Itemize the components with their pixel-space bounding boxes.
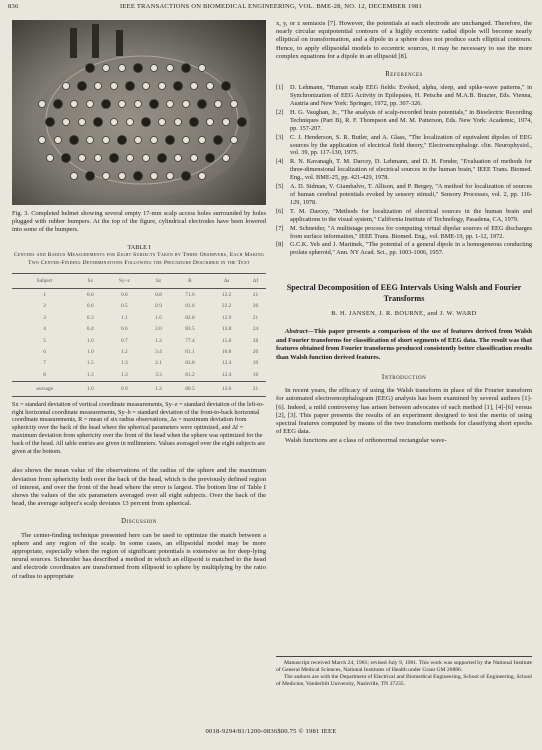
helmet-hole [95,83,102,90]
helmet-hole [167,173,174,180]
table-cell: 21 [245,381,266,396]
helmet-hole [223,119,230,126]
helmet-hole [207,119,214,126]
table-cell: 1 [43,291,46,298]
running-header [8,3,534,13]
helmet-hole [199,65,206,72]
table-note: Sx = standard deviation of vertical coordinate measurements, Sy–z = standard deviation of the left-to-right horizontal coordinate measurements, Sy–b = standard deviation of the front-to-back horizontal coordinate measurements, R = mean of six radius observations, Δs = maximum deviation from sphericity over the back of the head where the spherical parameters were optimized, and Δf = maximum deviation from sphericity over the front of the head when the sphere was optimized for the back of the head. All table entries are given in millimeters. Values averaged over the eight subjects are given at the bottom. [12,400,265,455]
helmet-hole [199,173,206,180]
helmet-hole [78,82,87,91]
col-header: Sz [145,274,171,289]
helmet-hole [39,101,46,108]
body-paragraph: Walsh functions are a class of orthonormal rectangular wave- [285,436,447,444]
helmet-photo [12,20,266,205]
table-cell: 0.3 [86,314,94,321]
table-cell: 77.4 [185,337,195,344]
helmet-hole [86,172,95,181]
reference-number: [2] [276,108,284,116]
helmet-hole [159,119,166,126]
helmet-hole [135,137,142,144]
helmet-hole [191,155,198,162]
reference-item [276,225,532,241]
helmet-hole [174,82,183,91]
helmet-hole [119,65,126,72]
helmet-hole [143,83,150,90]
helmet-hole [238,118,247,127]
table-cell: 0.6 [121,326,128,333]
helmet-hole [63,119,70,126]
table-cell: 0.6 [86,303,94,310]
reference-text: C. J. Henderson, S. R. Butler, and A. Glass, "The localization of equivalent dipoles of EEG sources by the application of electrical field theory," Electroencephalogr. clin. Neurophysiol., vol. 39, pp. 117-130, 1975. [290,133,532,157]
table-cell: 13.8 [221,326,232,333]
table-cell: 1.3 [121,371,128,378]
table-cell: 1.0 [86,348,94,355]
table-row [12,346,266,357]
helmet-hole [87,137,94,144]
figure-caption: Fig. 3. Completed helmet showing several empty 17-mm scalp access holes surrounded by holes plugged with rubber bumpers. At the top of the figure, cylindrical electrodes have been lowered into some of the bumpers. [12,210,266,233]
helmet-hole [103,173,110,180]
col-header: Sx [77,274,103,289]
helmet-hole [62,154,71,163]
helmet-hole [190,118,199,127]
helmet-hole [79,155,86,162]
helmet-hole [199,137,206,144]
table-cell: 5 [43,337,46,344]
table-cell: 0.5 [121,303,128,310]
reference-number: [8] [276,241,284,249]
helmet-hole [46,118,55,127]
helmet-hole [151,173,158,180]
table-cell: 0.6 [121,291,128,298]
reference-item [276,208,532,224]
helmet-hole [158,154,167,163]
helmet-hole [182,64,191,73]
reference-text: H. G. Vaughan, Jr., "The analysis of scalp-recorded brain potentials," in Bioelectric Recording Techniques (Part B), R. F. Thompson and M. M. Patterson, Eds. New York: Academic, 1974, pp. 157-207. [290,108,532,132]
table-cell: 3.4 [155,348,162,355]
helmet-hole [79,119,86,126]
right-column [276,20,532,445]
reference-number: [1] [276,84,284,92]
helmet-hole [70,136,79,145]
references-heading: References [385,71,423,79]
helmet-hole [39,137,46,144]
table-cell: 2.0 [155,326,162,333]
table-cell: 15.8 [221,337,232,344]
table-cell: 3.3 [155,371,162,378]
table-cell: 1.2 [121,348,128,355]
helmet-hole [87,101,94,108]
table-cell: 12.4 [221,360,232,367]
table-cell: 12.2 [221,291,232,298]
helmet-hole [167,65,174,72]
table-cell: 1.6 [155,314,162,321]
helmet-hole [183,137,190,144]
page-number: 836 [8,3,19,10]
table-average-row [12,381,266,396]
table-cell: 6 [43,348,46,355]
helmet-hole [215,101,222,108]
table-cell: 22.2 [221,303,232,310]
table-row [12,301,266,312]
reference-number: [3] [276,133,284,141]
helmet-hole [150,100,159,109]
reference-item [276,109,532,133]
reference-item [276,241,532,257]
helmet-hole [198,100,207,109]
reference-number: [7] [276,224,284,232]
measurements-table [12,273,266,397]
body-paragraph: In recent years, the efficacy of using the Walsh transform in place of the Fourier transform for automated electroencephalogram (EEG) analysis has been examined by several authors [1]-[6]. Indeed, a mild controversy has arisen between advocates of each method [1], [4]-[6] versus [2], [3]. This paper presents the results of an experiment designed to test the merits of using spectral features computed by means of the two transform methods for classifying short epochs of EEG data. [276,387,532,436]
table-header-row [12,274,266,289]
article-authors: B. H. JANSEN, J. R. BOURNE, and J. W. WARD [331,310,477,318]
helmet-hole [71,101,78,108]
table-cell: 81.6 [185,303,195,310]
helmet-hole [127,119,134,126]
helmet-hole [94,118,103,127]
helmet-hole [182,172,191,181]
left-column [12,20,266,581]
helmet-hole [103,65,110,72]
helmet-hole [231,101,238,108]
table-row [12,358,266,369]
table-row [12,335,266,346]
table-cell: 20 [252,348,259,355]
helmet-hole [167,101,174,108]
helmet-hole [54,100,63,109]
helmet-hole [151,137,158,144]
reference-text: A. D. Sidman, V. Giambalvo, T. Allison, and P. Bergey, "A method for localization of sources of human cerebral potentials evoked by sensory stimuli," Sensory Processes, vol. 2, pp. 116-129, 1978. [290,183,532,206]
reference-item [276,84,532,108]
table-cell: 7 [43,360,46,367]
body-paragraph: also shows the mean value of the observations of the radius of the sphere and the maximum deviation from sphericity both over the back of the head, which is the previously defined region of interest, and over the front of the head where the error is largest. The bottom line of Table I shows the values of the six parameters averaged over all eight subjects. Over the back of the head, the average subject's scalp deviates 13 percent from spherical. [12,467,266,508]
reference-item [276,134,532,158]
table-cell: 0.9 [103,381,145,396]
helmet-illustration [12,20,266,205]
helmet-hole [143,155,150,162]
reference-item [276,183,532,207]
table-cell: 0.9 [155,303,162,310]
table-cell: 28 [252,337,259,344]
reference-text: R. N. Kavanagh, T. M. Darcey, D. Lehmann, and D. H. Fender, "Evaluation of methods for three-dimensional localization of electrical sources in the human brain," IEEE Trans. Biomed. Eng., vol. BME-25, pp. 421-429, 1978. [290,158,532,182]
table-cell: 1.2 [155,337,162,344]
helmet-hole [111,83,118,90]
helmet-hole [47,155,54,162]
col-header: Sy–z [103,274,145,289]
table-cell: 1.2 [145,381,171,396]
introduction-heading: Introduction [381,374,427,382]
helmet-hole [166,136,175,145]
table-cell: 0.6 [86,291,94,298]
helmet-hole [118,136,127,145]
helmet-hole [55,137,62,144]
body-paragraph: x, y, or z semiaxis [7]. However, the potentials at each electrode are unchanged. Therefore, the nearly circular equipotential contours of a highly eccentric radial dipole will become nearly elliptical on transformation, and a dipole in a sphere does not produce such elliptical contours. Hence, to apply ellipsoidal models to eccentric sources, it may be necessary to use the more complex equations for a dipole in an ellipsoid [8]. [276,20,532,60]
table-cell: 13.6 [208,381,245,396]
reference-text: G.C.K. Yeh and J. Martinek, "The potential of a general dipole in a homogeneous conducting prolate spheroid," Ann. NY Acad. Sci., pp. 1003-1006, 1957. [290,241,532,257]
helmet-hole [206,154,215,163]
helmet-hole [134,64,143,73]
table-cell: 1.3 [86,371,94,378]
helmet-hole [207,83,214,90]
reference-number: [4] [276,158,284,166]
helmet-hole [71,173,78,180]
col-header: Δs [208,274,245,289]
helmet-hole [63,83,70,90]
table-cell: 2.1 [155,360,162,367]
table-cell: 83.8 [185,360,195,367]
helmet-hole [95,155,102,162]
table-cell: 8 [43,371,46,378]
article-title: Spectral Decomposition of EEG Intervals Using Walsh and Fourier Transforms [286,283,522,303]
footnote [276,656,532,688]
table-cell: 10.8 [221,348,232,355]
copyright-footer: 0018-9294/81/1200-0836$00.75 © 1981 IEEE [205,728,337,735]
helmet-hole [86,64,95,73]
table-cell: 4 [43,326,46,333]
helmet-hole [135,101,142,108]
helmet-hole [175,119,182,126]
helmet-hole [159,83,166,90]
helmet-hole [103,137,110,144]
table-number: TABLE I [127,244,151,251]
reference-item [276,158,532,182]
helmet-hole [111,119,118,126]
helmet-hole [110,154,119,163]
table-cell: 1.3 [121,360,128,367]
table-cell: 12.4 [221,371,232,378]
body-paragraph: The center-finding technique presented here can be used to optimize the match between a sphere and any region of the scalp. In some cases, an ellipsoidal model may be more appropriate, especially when the region of significant potentials is extensive as for deep-lying neural sources. Schneider has described a method in which an ellipsoid is matched to the head and electrode coordinates are transformed from ellipsoid to sphere by multiplying by the ratio of radius to appropriate [12,531,266,580]
footnote-affiliation: The authors are with the Department of Electrical and Biomedical Engineering, School of Engineering, School of Medicine, Vanderbilt University, Nashville, TN 37235. [276,674,532,687]
abstract-text: —This paper presents a comparison of the use of features derived from Walsh and Fourier transforms for classification of short segments of EEG data. The result was that features obtained from Fourier transforms produced consistently better classification results than Walsh function derived features. [276,328,532,361]
discussion-heading: Discussion [121,518,157,526]
table-cell: 2 [43,303,46,310]
table-cell: 0.4 [86,326,94,333]
table-row [12,324,266,335]
table-cell: 80.5 [172,381,209,396]
table-row [12,289,266,301]
helmet-hole [151,65,158,72]
table-caption: Centers and Radius Measurements for Eight Subjects Taken by Three Observers, Each Making Two Center-Finding Determinations Following the Procedure Described in the Text [13,252,265,266]
table-cell: 1.5 [86,360,94,367]
table-cell: 1.1 [121,314,128,321]
helmet-hole [175,155,182,162]
reference-text: M. Schneider, "A multistage process for computing virtual dipolar sources of EEG discharges from surface information," IEEE Trans. Biomed. Eng., vol. BME-19, pp. 1-12, 1972. [290,224,532,240]
table-cell: 71.6 [185,291,195,298]
table-cell: average [12,381,77,396]
table-cell: 26 [252,303,259,310]
table-cell: 81.1 [185,348,195,355]
table-cell: 21 [252,314,259,321]
abstract-label: Abstract [285,328,308,336]
helmet-hole [126,82,135,91]
reference-text: T. M. Darcey, "Methods for localization of electrical sources in the human brain and applications to the visual system," California Institute of Technology, Pasadena, CA, 1979. [290,207,532,223]
table-cell: 1.0 [86,337,94,344]
helmet-hole [127,155,134,162]
table-cell: 0.8 [155,291,162,298]
reference-list [276,84,532,257]
table-cell: 0.7 [121,337,128,344]
table-cell: 19 [252,360,259,367]
table-cell: 81.2 [185,371,195,378]
table-row [12,312,266,323]
helmet-hole [223,155,230,162]
table-row [12,369,266,381]
abstract [276,328,532,362]
helmet-hole [142,118,151,127]
helmet-hole [183,101,190,108]
table-cell: 83.5 [185,326,195,333]
col-header: Subject [12,274,77,289]
helmet-hole [191,83,198,90]
helmet-hole [231,137,238,144]
table-cell: 82.8 [185,314,195,321]
table-cell: 3 [43,314,46,321]
journal-title: IEEE TRANSACTIONS ON BIOMEDICAL ENGINEERING, VOL. BME-28, NO. 12, DECEMBER 1981 [120,3,422,10]
table-cell: 1.0 [77,381,103,396]
col-header: Δf [245,274,266,289]
helmet-hole [134,172,143,181]
helmet-hole [119,173,126,180]
col-header: R [172,274,209,289]
table-cell: 12.9 [221,314,232,321]
reference-number: [6] [276,207,284,215]
table-cell: 24 [252,326,259,333]
helmet-hole [214,136,223,145]
table-cell: 16 [252,371,259,378]
reference-number: [5] [276,183,284,191]
helmet-hole [102,100,111,109]
helmet-hole [222,82,231,91]
table-cell: 21 [252,291,259,298]
footnote-manuscript: Manuscript received March 24, 1981; revised July 9, 1981. This work was supported by the National Institute of General Medical Sciences, National Institutes of Health under Grant GM 26886. [276,660,532,673]
reference-text: D. Lehmann, "Human scalp EEG fields: Evoked, alpha, sleep, and spike-wave patterns," in Synchronization of EEG Activity in Epilepsies, H. Petsche and M.A.B. Brazier, Eds. Vienna, Austria and New York: Springer, 1972, pp. 307-326. [290,84,532,108]
helmet-hole [119,101,126,108]
